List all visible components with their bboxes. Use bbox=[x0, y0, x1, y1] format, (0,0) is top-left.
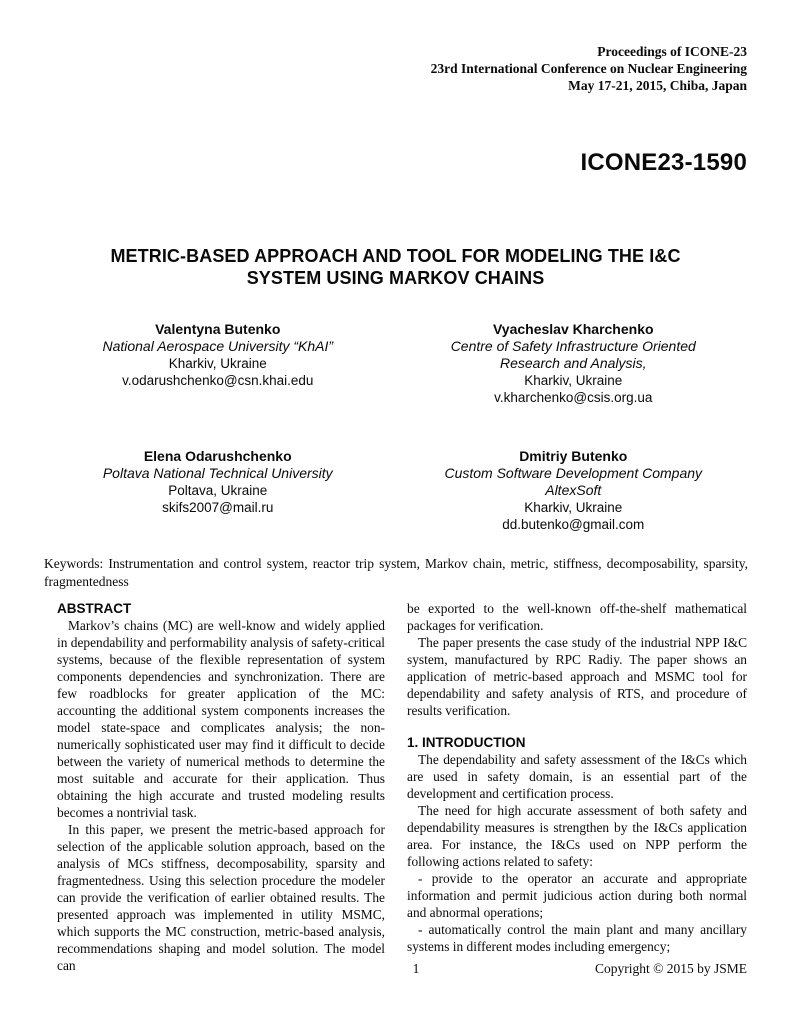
author-affiliation: Custom Software Development Company bbox=[444, 465, 703, 481]
section-heading: 1. INTRODUCTION bbox=[407, 735, 526, 750]
body-paragraph: The need for high accurate assessment of both safety and dependability measures is strengthen by the I&Cs application area. For instance, the I&Cs used on NPP perform the following actions related to safety: bbox=[407, 803, 747, 869]
body-paragraph: The paper presents the case study of the industrial NPP I&C system, manufactured by RPC Radiy. The paper shows an application of metric-based approach and MSMC tool for dependability and safety analysis of RTS, and procedure of results verification. bbox=[407, 635, 747, 718]
author-email: v.kharchenko@csis.org.ua bbox=[494, 390, 653, 405]
footer-page-number: 1 bbox=[412, 961, 420, 976]
author-email: skifs2007@mail.ru bbox=[162, 500, 274, 515]
body-paragraph: Markov’s chains (MC) are well-know and widely applied in dependability and performability analysis of safety-critical systems, because of the flexible representation of system components dependencies and synchronization. There are few roadblocks for greater application of the MC: accounting the additional system components increases the model state-space and complicates analysis; the non-numerically sophisticated user may find it difficult to decide between the variety of numerical methods to determine the most suitable and accurate for their application. Thus obtaining the high accurate and trusted modeling results becomes a nontrivial task. bbox=[57, 618, 385, 820]
footer-copyright: Copyright © 2015 by JSME bbox=[594, 961, 747, 976]
body-paragraph: be exported to the well-known off-the-shelf mathematical packages for verification. bbox=[407, 601, 747, 633]
author-block bbox=[40, 448, 396, 533]
author-email: dd.butenko@gmail.com bbox=[502, 517, 645, 532]
author-affiliation: National Aerospace University “KhAI” bbox=[102, 338, 334, 354]
right-column bbox=[407, 600, 747, 955]
author-name: Dmitriy Butenko bbox=[519, 448, 628, 464]
header-line: Proceedings of ICONE-23 bbox=[597, 44, 747, 59]
author-email: v.odarushchenko@csn.khai.edu bbox=[122, 373, 314, 388]
author-block bbox=[396, 321, 752, 406]
author-block bbox=[40, 321, 396, 406]
paper-title bbox=[0, 246, 791, 289]
paper-number: ICONE23-1590 bbox=[580, 149, 747, 176]
author-affiliation: Poltava National Technical University bbox=[102, 465, 333, 481]
body-paragraph: In this paper, we present the metric-based approach for selection of the applicable solution approach, based on the analysis of MCs stiffness, decomposability, sparsity and fragmentedness. Using this selection procedure the modeler can provide the verification of earlier obtained results. The presented approach was implemented in utility MSMC, which supports the MC construction, metric-based analysis, recommendations shaping and model solution. The model can bbox=[57, 822, 385, 973]
authors-grid bbox=[40, 321, 751, 533]
author-block bbox=[396, 448, 752, 533]
author-name: Valentyna Butenko bbox=[155, 321, 281, 337]
left-column bbox=[57, 600, 385, 974]
body-paragraph: The dependability and safety assessment of the I&Cs which are used in safety domain, is an essential part of the development and certification process. bbox=[407, 752, 747, 801]
author-affiliation: Research and Analysis, bbox=[499, 355, 647, 371]
keywords-line: Keywords: Instrumentation and control system, reactor trip system, Markov chain, metric, stiffness, decomposability, sparsity, fragmentedness bbox=[44, 556, 748, 589]
title-line: METRIC-BASED APPROACH AND TOOL FOR MODELING THE I&C bbox=[110, 246, 681, 266]
author-location: Kharkiv, Ukraine bbox=[524, 500, 623, 515]
author-affiliation: AltexSoft bbox=[545, 482, 602, 498]
author-name: Elena Odarushchenko bbox=[143, 448, 292, 464]
conference-header bbox=[431, 43, 747, 94]
body-paragraph: - provide to the operator an accurate and appropriate information and permit judicious action during both normal and abnormal operations; bbox=[407, 871, 747, 920]
title-line: SYSTEM USING MARKOV CHAINS bbox=[246, 267, 545, 288]
header-line: 23rd International Conference on Nuclear Engineering bbox=[430, 61, 747, 76]
author-location: Kharkiv, Ukraine bbox=[524, 373, 623, 388]
section-heading: ABSTRACT bbox=[57, 601, 132, 616]
author-affiliation: Centre of Safety Infrastructure Oriented bbox=[450, 338, 696, 354]
author-name: Vyacheslav Kharchenko bbox=[492, 321, 654, 337]
body-paragraph: - automatically control the main plant and many ancillary systems in different modes including emergency; bbox=[407, 922, 747, 954]
header-line: May 17-21, 2015, Chiba, Japan bbox=[568, 78, 747, 93]
author-location: Kharkiv, Ukraine bbox=[168, 356, 267, 371]
author-location: Poltava, Ukraine bbox=[168, 483, 268, 498]
